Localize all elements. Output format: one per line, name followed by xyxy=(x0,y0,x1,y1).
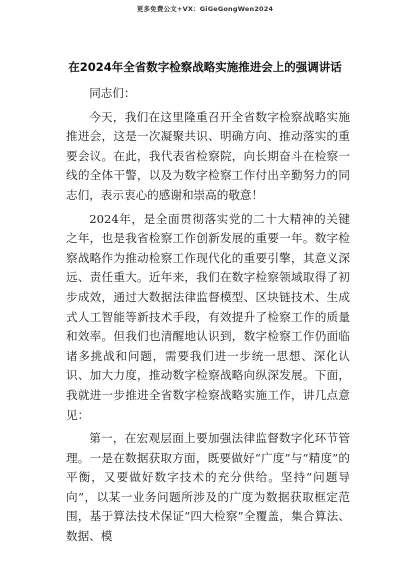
paragraph-opening: 今天，我们在这里隆重召开全省数字检察战略实施推进会，这是一次凝聚共识、明确方向、推动落实的重要会议。在此，我代表省检察院，向长期奋斗在检察一线的全体干警，以及为数字检察工作付出辛勤努力的同志们，表示衷心的感谢和崇高的敬意！ xyxy=(66,109,350,202)
header-note: 更多免费公文+VX：GiGeGongWen2024 xyxy=(136,5,274,13)
salutation: 同志们： xyxy=(89,86,136,100)
paragraph-context: 2024年，是全面贯彻落实党的二十大精神的关键之年，也是我省检察工作创新发展的重要一年。数字检察战略作为推动检察工作现代化的重要引擎，其意义深远、责任重大。近年来，我们在数字检察领域取得了初步成效，通过大数据法律监督模型、区块链技术、生成式人工智能等新技术手段，有效提升了检察工作的质量和效率。但我们也清醒地认识到，数字检察工作仍面临诸多挑战和问题，需要我们进一步统一思想、深化认识、加大力度，推动数字检察战略向纵深发展。下面，我就进一步推进全省数字检察战略实施工作，讲几点意见： xyxy=(66,211,350,422)
document-body xyxy=(66,84,350,547)
paragraph-first-point: 第一，在宏观层面上要加强法律监督数字化环节管理。一是在数据获取方面，既要做好“广度”与“精度”的平衡，又要做好数字技术的充分供给。坚持“问题导向”，以某一业务问题所涉及的广度为数据获取框定范围，基于算法技术保证“四大检察”全覆盖，集合算法、数据、模 xyxy=(66,431,350,544)
document-title: 在2024年全省数字检察战略实施推进会上的强调讲话 xyxy=(68,60,342,74)
